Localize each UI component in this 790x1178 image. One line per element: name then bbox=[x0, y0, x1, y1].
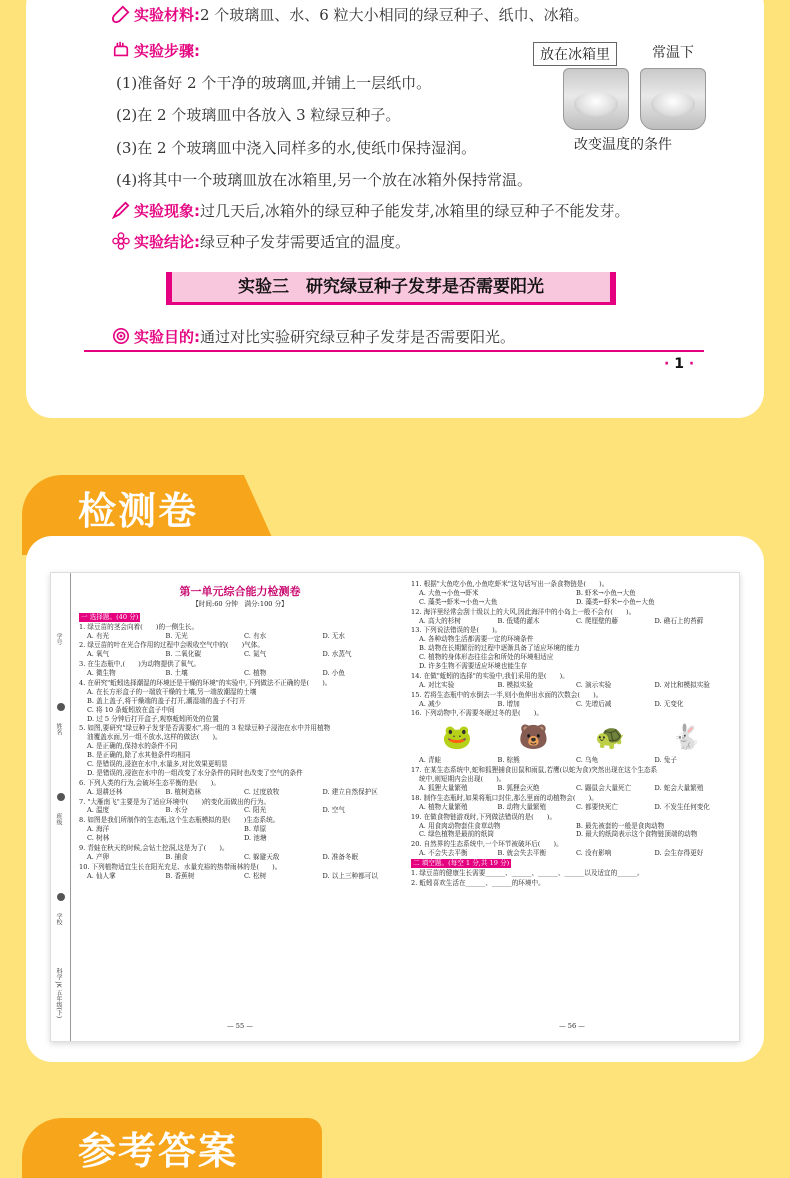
bear-icon: 🐻 bbox=[518, 723, 549, 752]
rabbit-icon: 🐇 bbox=[671, 723, 702, 752]
option-line: B. 动物在长期繁衍的过程中逐渐具备了适应环境的能力 bbox=[419, 644, 580, 653]
option-line: D. 是错误的,浸泡在水中的一组改变了水分条件的同时也改变了空气的条件 bbox=[87, 768, 303, 777]
section-heading bbox=[411, 859, 733, 868]
question: 15. 若将生态瓶中的水倒去一半,则小鱼伸出水面的次数会( )。 bbox=[411, 690, 603, 699]
divider bbox=[84, 350, 704, 352]
options: A. 产卵 B. 捕食 C. 躲避天敌 D. 准备冬眠 bbox=[87, 852, 359, 861]
page-footer-left: — 55 — bbox=[227, 1022, 253, 1031]
binding-class: 班级 bbox=[55, 813, 62, 825]
section-heading bbox=[79, 613, 401, 622]
options: A. 青蛙 B. 棕熊 C. 乌龟 D. 兔子 bbox=[419, 756, 677, 765]
binding-strip bbox=[51, 573, 71, 1041]
option-line: D. 许多生物不需要适应环境也能生存 bbox=[419, 662, 528, 671]
options: A. 氧气 B. 二氧化碳 C. 氮气 D. 水蒸气 bbox=[87, 650, 352, 659]
question: 2. 绿豆苗的叶在光合作用的过程中会吸收空气中的( )气体。 bbox=[79, 641, 264, 650]
binding-school: 学校 bbox=[55, 913, 62, 925]
option-line: C. 将 10 条蚯蚓放在盒子中间 bbox=[87, 705, 175, 714]
room-temp-label: 常温下 bbox=[652, 45, 694, 61]
question: 4. 在研究"蚯蚓选择潮湿的环境还是干燥的环境"的实验中,下列做法不正确的是( )。 bbox=[79, 678, 332, 687]
test-meta: 【时间:60 分钟 满分:100 分】 bbox=[192, 599, 288, 608]
question: 17. 在某生态系统中,蛇和狐狸捕食田鼠和雨鼠,若鹰(以蛇为食)突然出现在这个生态系 bbox=[411, 766, 658, 775]
binding-hole bbox=[57, 793, 65, 801]
section-title: 检测卷 bbox=[78, 489, 199, 533]
options: A. 退耕还林 B. 植树造林 C. 过度放牧 D. 建立自然保护区 bbox=[87, 787, 378, 796]
fridge-label: 放在冰箱里 bbox=[533, 42, 617, 66]
options: A. 减少 B. 增加 C. 先增后减 D. 无变化 bbox=[419, 699, 684, 708]
options: C. 绿色植物是最前的纸筒 D. 最大的纸筒表示这个食物链顶端的动物 bbox=[419, 830, 698, 839]
turtle-icon: 🐢 bbox=[595, 723, 626, 752]
conclusion-line: 实验结论:绿豆种子发芽需要适宜的温度。 bbox=[112, 231, 410, 252]
options: A. 微生物 B. 土壤 C. 植物 D. 小鱼 bbox=[87, 669, 345, 678]
question: 6. 下列人类的行为,会破坏生态平衡的是( )。 bbox=[79, 778, 220, 787]
question: 18. 制作生态瓶时,如果将瓶口封住,那么里面的动植物会( )。 bbox=[411, 793, 598, 802]
question: 13. 下列说法错误的是( )。 bbox=[411, 626, 502, 635]
step-2: (2)在 2 个玻璃皿中各放入 3 粒绿豆种子。 bbox=[116, 106, 401, 124]
option-line: C. 植物的身体形态往往会和所处的环境相适应 bbox=[419, 653, 554, 662]
question: 16. 下列动物中,不需要冬眠过冬的是( )。 bbox=[411, 709, 543, 718]
pen-icon bbox=[112, 201, 130, 219]
materials-line: 实验材料:2 个玻璃皿、水、6 粒大小相同的绿豆种子、纸巾、冰箱。 bbox=[112, 4, 589, 25]
animal-pictures bbox=[411, 718, 733, 756]
option-line: B. 盖上盖子,将干燥端的盖子打开,潮湿端的盖子不打开 bbox=[87, 696, 246, 705]
question: 7. "大雁南飞"主要是为了适应环境中( )的变化而做出的行为。 bbox=[79, 797, 271, 806]
question: 10. 下列植物适宜生长在阳光充足、水量充裕的热带雨林的是( )。 bbox=[79, 862, 282, 871]
option-line: D. 过 5 分钟后打开盒子,观察蚯蚓所处的位置 bbox=[87, 714, 219, 723]
options: C. 藻类→虾米→小鱼→大鱼 D. 藻类←虾米←小鱼←大鱼 bbox=[419, 597, 655, 606]
options: A. 不会失去平衡 B. 就会失去平衡 C. 没有影响 D. 会生存得更好 bbox=[419, 849, 704, 858]
target-icon bbox=[112, 327, 130, 345]
question: 19. 在做食物链游戏时,下列做法错误的是( )。 bbox=[411, 812, 557, 821]
page-left bbox=[79, 573, 401, 1041]
phenomenon-line: 实验现象:过几天后,冰箱外的绿豆种子能发芽,冰箱里的绿豆种子不能发芽。 bbox=[112, 200, 630, 221]
section-badge: 二 填空题。(每空 1 分,共 19 分) bbox=[413, 859, 510, 868]
binding-subject: 科学 JK 五年级(下) bbox=[55, 968, 62, 1019]
options: A. 大鱼→小鱼→虾米 B. 虾米→小鱼→大鱼 bbox=[419, 588, 636, 597]
section-badge: 一 选择题。(40 分) bbox=[81, 612, 139, 621]
option-line: B. 是正确的,除了水其他条件均相同 bbox=[87, 751, 191, 760]
options: A. 海洋 B. 草原 bbox=[87, 825, 267, 834]
next-section-title: 参考答案 bbox=[78, 1129, 239, 1173]
options: A. 有光 B. 无光 C. 有水 D. 无水 bbox=[87, 631, 345, 640]
question: 8. 如图是我们所制作的生态瓶,这个生态瓶模拟的是( )生态系统。 bbox=[79, 816, 280, 825]
question: 5. 如图,要研究"绿豆种子发芽是否需要水",将一组的 3 粒绿豆种子浸泡在水中并用植物 bbox=[79, 724, 331, 733]
step-4: (4)将其中一个玻璃皿放在冰箱里,另一个放在冰箱外保持常温。 bbox=[116, 171, 533, 189]
binding-hole bbox=[57, 703, 65, 711]
options: A. 用食肉动物套住食草动物 B. 最先被套的一般是食肉动物 bbox=[419, 821, 665, 830]
question: 11. 根据"大鱼吃小鱼,小鱼吃虾米"这句话写出一条食物链是( )。 bbox=[411, 580, 609, 588]
options: A. 对比实验 B. 模拟实验 C. 演示实验 D. 对比和模拟实验 bbox=[419, 680, 710, 689]
figure-caption: 改变温度的条件 bbox=[574, 137, 672, 153]
option-line: 统中,则短期内会出现( )。 bbox=[419, 775, 506, 784]
question: 3. 在生态瓶中,( )为动物提供了氧气。 bbox=[79, 660, 201, 669]
options: A. 仙人掌 B. 香蕉树 C. 松树 D. 以上三种都可以 bbox=[87, 871, 378, 880]
glass-dish-fridge bbox=[563, 68, 629, 130]
test-paper-spread bbox=[50, 572, 740, 1042]
experiment-banner: 实验三 研究绿豆种子发芽是否需要阳光 bbox=[166, 272, 616, 302]
option-line: C. 是错误的,浸泡在水中,水量多,对比效果更明显 bbox=[87, 759, 228, 768]
option-line: A. 在长方形盒子的一端放干燥的土壤,另一端放潮湿的土壤 bbox=[87, 687, 257, 696]
option-line: A. 是正确的,保持水的条件不同 bbox=[87, 742, 178, 751]
page-footer-right: — 56 — bbox=[559, 1022, 585, 1031]
purpose-line: 实验目的:通过对比实验研究绿豆种子发芽是否需要阳光。 bbox=[112, 326, 515, 347]
test-title: 第一单元综合能力检测卷 bbox=[179, 585, 301, 598]
options: A. 高大的杉树 B. 低矮的灌木 C. 爬厘壁的藤 D. 礁石上的苔藓 bbox=[419, 616, 704, 625]
binding-student-id: 学号 bbox=[55, 633, 62, 645]
binding-name: 姓名 bbox=[55, 723, 62, 735]
hand-icon bbox=[112, 41, 130, 59]
option-line: A. 各种动物生活都需要一定的环境条件 bbox=[419, 635, 534, 644]
question: 12. 海洋里经常会刮十级以上的大风,因此海洋中的小岛上一般不会有( )。 bbox=[411, 607, 636, 616]
options: C. 树林 D. 池塘 bbox=[87, 834, 267, 843]
question: 1. 绿豆苗的茎会向着( )的一侧生长。 bbox=[79, 622, 199, 631]
options: A. 植物大量繁殖 B. 动物大量繁殖 C. 都要快死亡 D. 不发生任何变化 bbox=[419, 802, 710, 811]
options: A. 狐狸大量繁殖 B. 狐狸会灭绝 C. 鼹鼠会大量死亡 D. 蛇会大量繁殖 bbox=[419, 784, 704, 793]
page-number: · 1 · bbox=[664, 356, 695, 372]
frog-icon: 🐸 bbox=[442, 723, 473, 752]
test-tube-icon bbox=[112, 5, 130, 23]
glass-dish-room bbox=[640, 68, 706, 130]
fill-question: 2. 蚯蚓喜欢生活在______、______的环境中。 bbox=[411, 878, 545, 887]
flower-icon bbox=[112, 232, 130, 250]
question: 9. 青蛙在秋天的时候,会钻土挖洞,这是为了( )。 bbox=[79, 844, 229, 852]
options: A. 温度 B. 水分 C. 阳光 D. 空气 bbox=[87, 806, 345, 815]
step-3: (3)在 2 个玻璃皿中浇入同样多的水,使纸巾保持湿润。 bbox=[116, 139, 477, 157]
fill-question: 1. 绿豆苗的健康生长需要______、______、______、______以及适宜的______。 bbox=[411, 869, 644, 878]
option-line: 油覆盖水面,另一组不放水,这样的做法( )。 bbox=[87, 733, 222, 742]
steps-heading: 实验步骤: bbox=[112, 40, 200, 61]
step-1: (1)准备好 2 个干净的玻璃皿,并铺上一层纸巾。 bbox=[116, 74, 432, 92]
question: 14. 在做"蚯蚓的选择"的实验中,我们采用的是( )。 bbox=[411, 671, 569, 680]
binding-hole bbox=[57, 893, 65, 901]
question: 20. 自然界的生态系统中,一个环节被破坏后( )。 bbox=[411, 840, 563, 849]
page-right bbox=[411, 573, 733, 1041]
